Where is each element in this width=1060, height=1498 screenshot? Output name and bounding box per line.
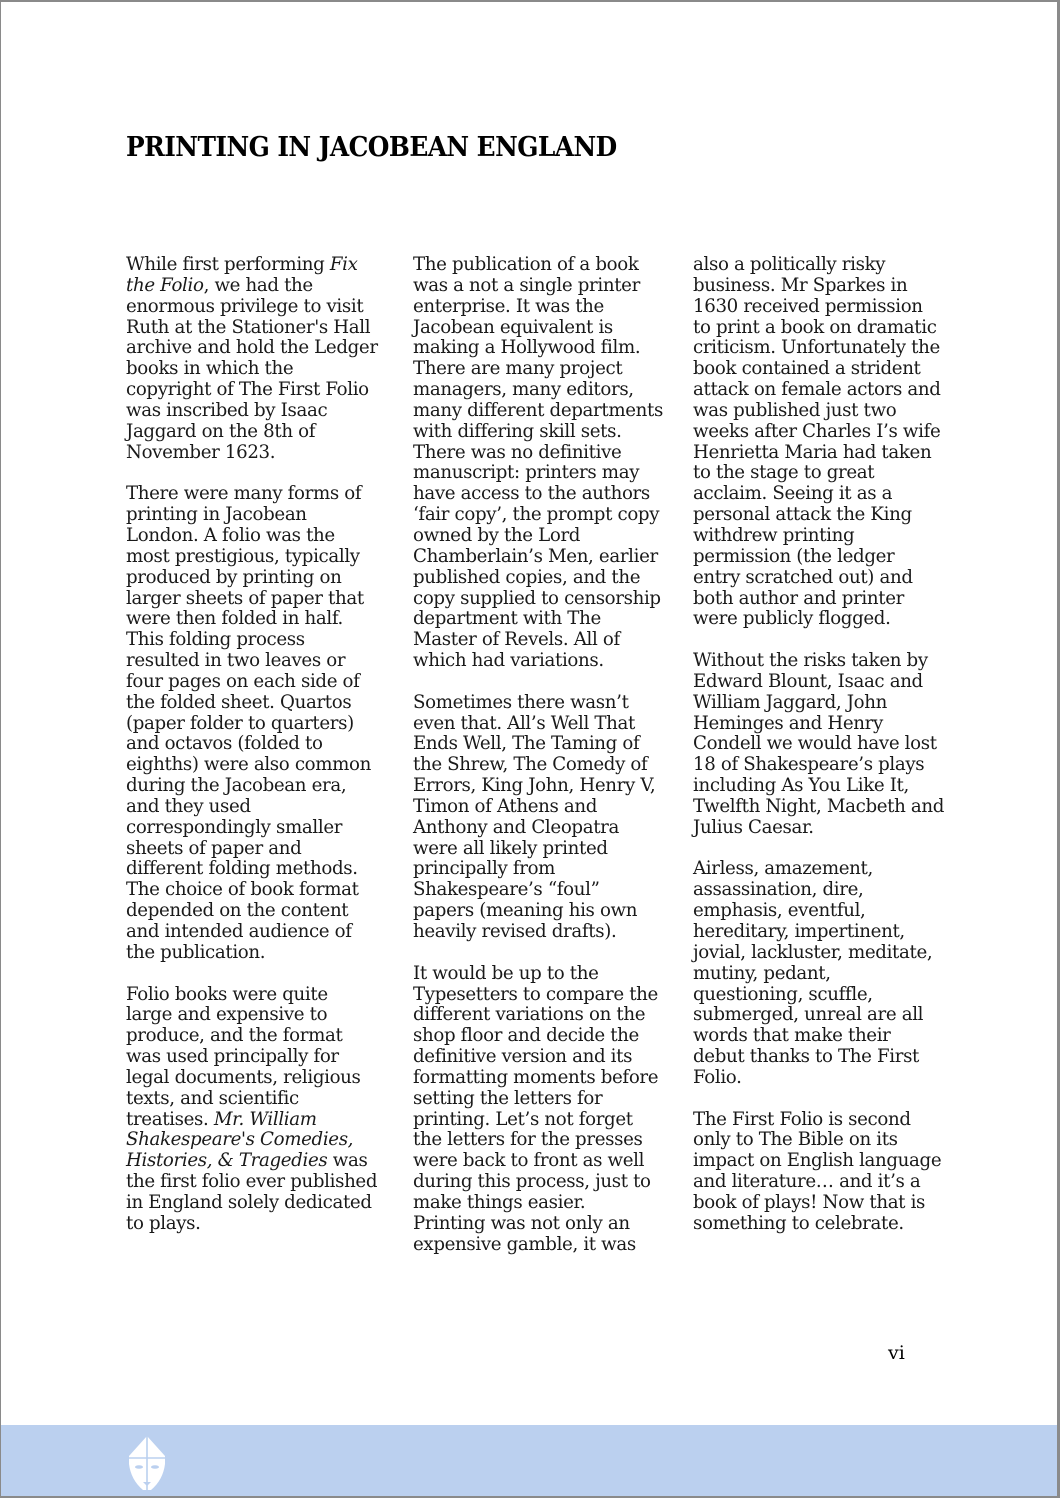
paragraph: Sometimes there wasn’t even that. All’s Well That Ends Well, The Taming of the Shrew, The Comedy of Errors, King John, Henry V, Timon of Athens and Anthony and Cleopatra were all likely printed principally from Shakespeare’s “foul” papers (meaning his own heavily revised drafts). bbox=[413, 691, 656, 942]
paragraph: While first performing Fix the Folio, we had the enormous privilege to visit Ruth at the Stationer's Hall archive and hold the Ledger books in which the copyright of The First Folio was inscribed by Isaac Jaggard on the 8th of November 1623. bbox=[126, 254, 378, 463]
page-title: PRINTING IN JACOBEAN ENGLAND bbox=[126, 132, 617, 163]
paragraph: Folio books were quite large and expensive to produce, and the format was used principally for legal documents, religious texts, and scientific treatises. Mr. William Shakespeare's Comedies, Histories, & Tragedies was the first folio ever published in England solely dedicated to plays. bbox=[126, 983, 378, 1234]
text-column-1 bbox=[126, 255, 378, 1256]
paragraph: The First Folio is second only to The Bible on its impact on English language and literature… and it’s a book of plays! Now that is something to celebrate. bbox=[693, 1108, 942, 1234]
text-column-2 bbox=[413, 255, 665, 1276]
page-number: vi bbox=[888, 1342, 905, 1364]
paragraph: The publication of a book was a not a single printer enterprise. It was the Jacobean equivalent is making a Hollywood film. There are many project managers, many editors, many different departments with differing skill sets. There was no definitive manuscript: printers may have access to the authors ‘fair copy’, the prompt copy owned by the Lord Chamberlain’s Men, earlier published copies, and the copy supplied to censorship department with The Master of Revels. All of which had variations. bbox=[413, 254, 663, 672]
text-column-3 bbox=[693, 255, 945, 1256]
document-page bbox=[1, 2, 1057, 1496]
paragraph: Airless, amazement, assassination, dire, emphasis, eventful, hereditary, impertinent, jovial, lackluster, meditate, mutiny, pedant, questioning, scuffle, submerged, unreal are all words that make their debut thanks to The First Folio. bbox=[693, 858, 933, 1088]
paragraph: Printing was not only an expensive gamble, it was bbox=[413, 1212, 636, 1255]
theatre-mask-icon bbox=[127, 1434, 167, 1492]
paragraph: There were many forms of printing in Jacobean London. A folio was the most prestigious, typically produced by printing on larger sheets of paper that were then folded in half. This folding process resulted in two leaves or four pages on each side of the folded sheet. Quartos (paper folder to quarters) and octavos (folded to eighths) were also common during the Jacobean era, and they used correspondingly smaller sheets of paper and different folding methods. The choice of book format depended on the content and intended audience of the publication. bbox=[126, 483, 372, 963]
paragraph: It would be up to the Typesetters to compare the different variations on the shop floor and decide the definitive version and its formatting moments before setting the letters for printing. Let’s not forget the letters for the presses were back to front as well during this process, just to make things easier. bbox=[413, 962, 659, 1213]
paragraph: also a politically risky business. Mr Sparkes in 1630 received permission to print a book on dramatic criticism. Unfortunately the book contained a strident attack on female actors and was published just two weeks after Charles I’s wife Henrietta Maria had taken to the stage to great acclaim. Seeing it as a personal attack the King withdrew printing permission (the ledger entry scratched out) and both author and printer were publicly flogged. bbox=[693, 254, 941, 630]
paragraph: Without the risks taken by Edward Blount, Isaac and William Jaggard, John Heminges and Henry Condell we would have lost 18 of Shakespeare’s plays including As You Like It, Twelfth Night, Macbeth and Julius Caesar. bbox=[693, 650, 945, 838]
